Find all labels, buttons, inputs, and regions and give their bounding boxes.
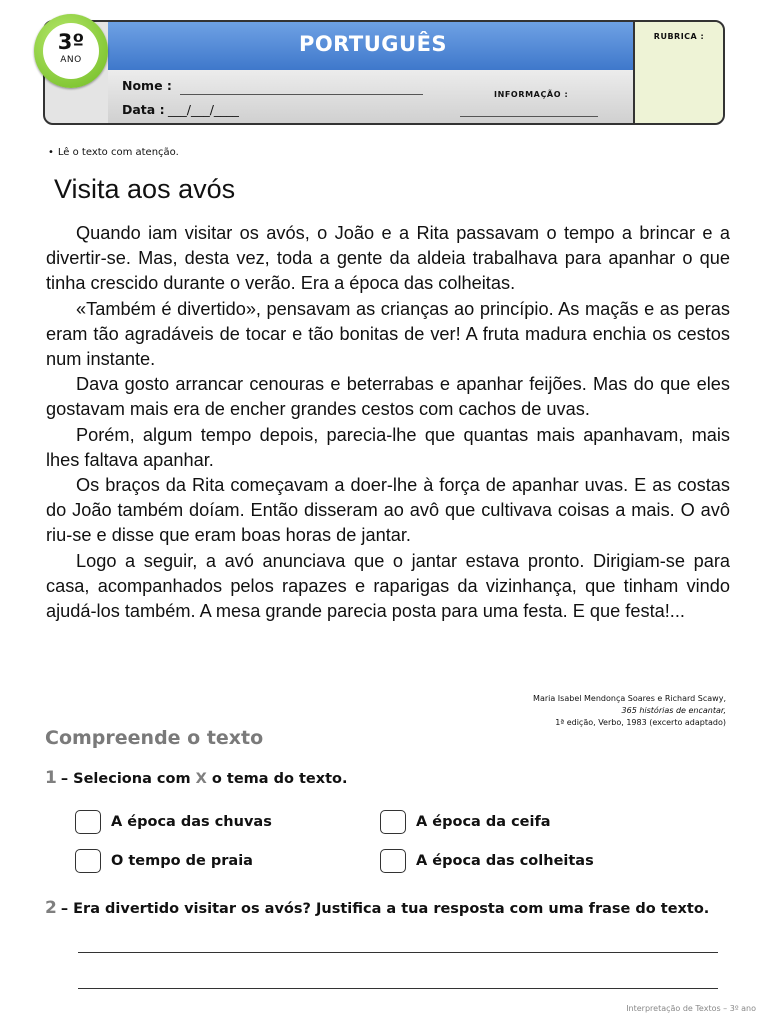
question-2 bbox=[45, 898, 709, 918]
story-paragraph: Logo a seguir, a avó anunciava que o jantar estava pronto. Dirigiam-se para casa, acompanhados pelos rapazes e raparigas da vizinhança, que tinham vindo ajudá-los também. A mesa grande parecia posta para uma festa. E que festa!... bbox=[46, 550, 730, 622]
story-paragraph: Quando iam visitar os avós, o João e a Rita passavam o tempo a brincar e a divertir-se. Mas, desta vez, toda a gente da aldeia trabalhava para apanhar o que tinha crescido durante o verão. Era a época das colheitas. bbox=[46, 223, 730, 294]
instruction-text: Lê o texto com atenção. bbox=[57, 147, 179, 158]
date-label: Data : bbox=[122, 102, 165, 117]
subject-banner bbox=[108, 22, 638, 71]
answer-line[interactable] bbox=[78, 988, 718, 989]
grade-badge-inner bbox=[43, 23, 99, 79]
answer-line[interactable] bbox=[78, 952, 718, 953]
story-paragraph: Os braços da Rita começavam a doer-lhe à força de apanhar uvas. E as costas do João também doíam. Então disseram ao avô que cultivava coisas a mais. O avô riu-se e disse que eram boas horas de jantar. bbox=[46, 475, 730, 546]
option-label: A época da ceifa bbox=[416, 814, 551, 830]
question-number: 2 bbox=[45, 898, 57, 918]
question-text: – Era divertido visitar os avós? Justifica a tua resposta com uma frase do texto. bbox=[60, 901, 710, 917]
question-number: 1 bbox=[45, 768, 57, 788]
story-source: Maria Isabel Mendonça Soares e Richard Scawy, 365 histórias de encantar, 1ª edição, Verbo, 1983 (excerto adaptado) bbox=[533, 694, 726, 727]
question-1 bbox=[45, 768, 348, 788]
section-title: Compreende o texto bbox=[45, 727, 264, 749]
story-title: Visita aos avós bbox=[54, 174, 236, 204]
name-field[interactable] bbox=[180, 94, 423, 95]
instruction bbox=[48, 147, 179, 158]
source-edition: 1ª edição, Verbo, 1983 (excerto adaptado) bbox=[555, 718, 726, 727]
grade-number: 3º bbox=[57, 30, 85, 54]
x-mark: X bbox=[195, 771, 207, 787]
name-label: Nome : bbox=[122, 78, 172, 93]
option-label: O tempo de praia bbox=[111, 853, 253, 869]
checkbox[interactable] bbox=[75, 810, 101, 834]
checkbox[interactable] bbox=[75, 849, 101, 873]
option-2[interactable] bbox=[380, 810, 551, 834]
question-text: – Seleciona com bbox=[60, 771, 191, 787]
option-label: A época das colheitas bbox=[416, 853, 594, 869]
worksheet-header bbox=[43, 20, 725, 125]
story-text bbox=[46, 221, 730, 624]
grade-badge bbox=[34, 14, 108, 88]
info-label: INFORMAÇÃO : bbox=[494, 90, 569, 99]
option-3[interactable] bbox=[75, 849, 253, 873]
student-info-area bbox=[108, 70, 638, 125]
story-paragraph: «Também é divertido», pensavam as crianças ao princípio. As maçãs e as peras eram tão agradáveis de tocar e tão bonitas de ver! A fruta madura enchia os cestos num instante. bbox=[46, 298, 730, 370]
source-book: 365 histórias de encantar bbox=[621, 706, 724, 715]
story-paragraph: Porém, algum tempo depois, parecia-lhe que quantas mais apanhavam, mais lhes faltava apanhar. bbox=[46, 424, 730, 470]
story-paragraph: Dava gosto arrancar cenouras e beterrabas e apanhar feijões. Mas do que eles gostavam mais era de encher grandes cestos com cachos de uvas. bbox=[46, 374, 730, 420]
source-authors: Maria Isabel Mendonça Soares e Richard Scawy, bbox=[533, 694, 726, 703]
checkbox[interactable] bbox=[380, 810, 406, 834]
option-4[interactable] bbox=[380, 849, 594, 873]
question-text: o tema do texto. bbox=[211, 771, 348, 787]
info-field[interactable] bbox=[460, 116, 598, 117]
grade-label: ANO bbox=[60, 55, 82, 65]
option-1[interactable] bbox=[75, 810, 272, 834]
bullet-icon: • bbox=[48, 147, 54, 158]
rubrica-box bbox=[633, 22, 723, 123]
subject-title: PORTUGUÊS bbox=[298, 32, 448, 56]
option-label: A época das chuvas bbox=[111, 814, 272, 830]
checkbox[interactable] bbox=[380, 849, 406, 873]
footer-text: Interpretação de Textos – 3º ano bbox=[626, 1004, 756, 1013]
rubrica-label: RUBRICA : bbox=[653, 32, 705, 41]
date-field[interactable]: ___/___/____ bbox=[168, 102, 239, 117]
